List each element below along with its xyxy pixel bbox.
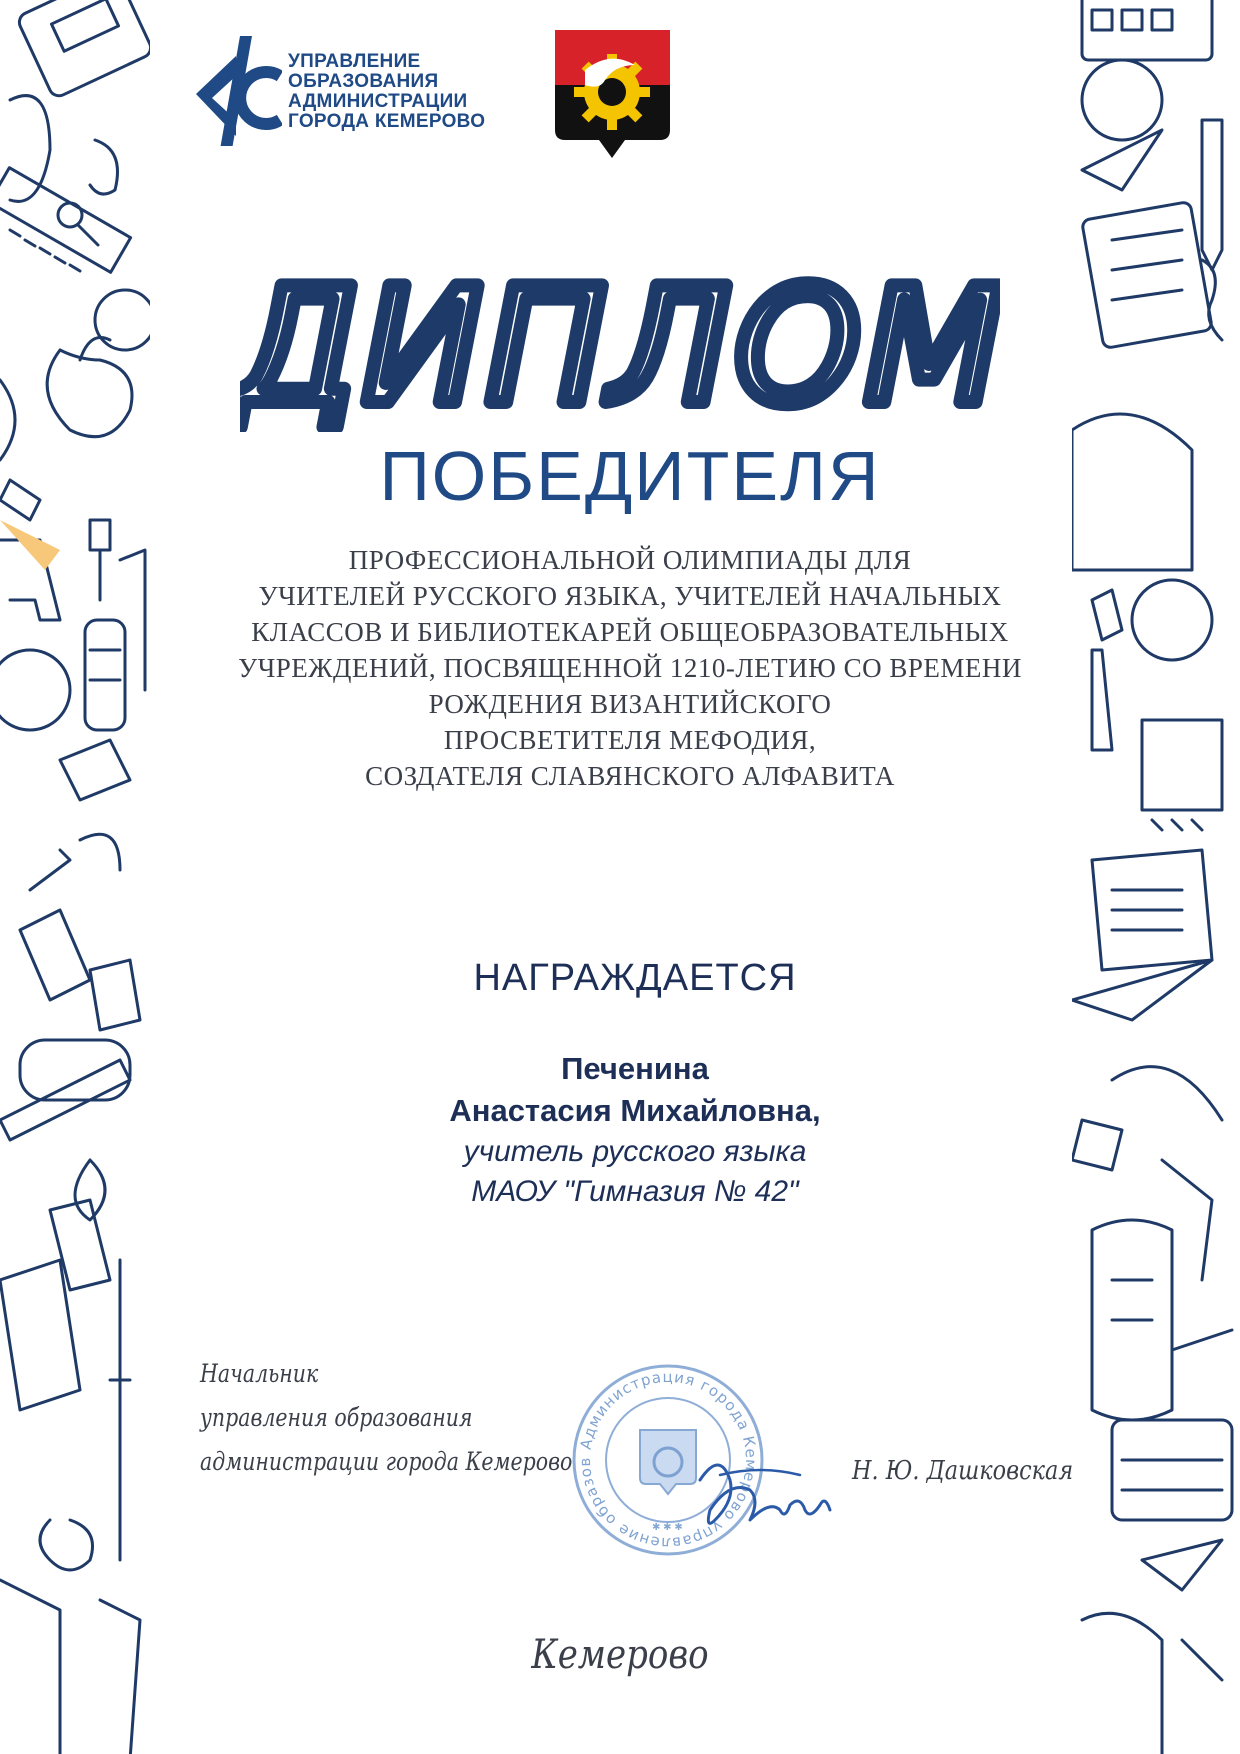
city-name: Кемерово [531,1632,709,1678]
organization-name-line4: ГОРОДА КЕМЕРОВО [288,111,486,132]
coat-of-arms-icon [555,30,670,158]
right-doodle-border [1072,0,1240,1754]
description-line: КЛАССОВ И БИБЛИОТЕКАРЕЙ ОБЩЕОБРАЗОВАТЕЛЬНЫХ [251,617,1009,647]
kemerovo-coat-of-arms [555,30,670,158]
signer-name: Н. Ю. Дашковская [852,1456,1074,1486]
school-doodles-left [0,0,150,1754]
diploma-title [240,262,1000,432]
svg-text:Администрация города Кемерово: Администрация города Кемерово управление образов [575,1367,761,1553]
organization-name-line1: УПРАВЛЕНИЕ [288,51,421,72]
diploma-title-text: ДИПЛОМ [240,262,1000,432]
diploma-title-lettering [240,262,1000,432]
awarded-label: НАГРАЖДАЕТСЯ [473,957,797,999]
description-line: ПРОСВЕТИТЕЛЯ МЕФОДИЯ, [443,725,817,755]
signature-scribble [690,1440,840,1530]
signer-title-line3: администрации города Кемерово [200,1447,573,1476]
recipient-position: учитель русского языка [463,1135,807,1168]
left-doodle-border [0,0,150,1754]
education-department-logo [196,32,496,152]
recipient-surname: Печенина [561,1051,709,1086]
description-line: СОЗДАТЕЛЯ СЛАВЯНСКОГО АЛФАВИТА [365,761,895,791]
organization-name [288,52,485,132]
recipient-block [250,1048,1020,1212]
signer-title-line2: управления образования [200,1403,473,1432]
organization-name-line3: АДМИНИСТРАЦИИ [288,91,468,112]
organization-name-line2: ОБРАЗОВАНИЯ [288,71,439,92]
recipient-school: МАОУ "Гимназия № 42" [471,1175,799,1208]
description-line: ПРОФЕССИОНАЛЬНОЙ ОЛИМПИАДЫ ДЛЯ [348,545,912,575]
description-line: УЧРЕЖДЕНИЙ, ПОСВЯЩЕННОЙ 1210-ЛЕТИЮ СО ВРЕМЕНИ [238,653,1022,683]
diploma-subtitle: ПОБЕДИТЕЛЯ [379,437,881,515]
education-department-icon [196,36,282,148]
handwritten-signature [690,1440,840,1530]
description-line: РОЖДЕНИЯ ВИЗАНТИЙСКОГО [428,689,832,719]
recipient-given-names: Анастасия Михайловна, [449,1093,821,1128]
svg-text:✱ ✱ ✱: ✱ ✱ ✱ [652,1522,683,1533]
school-doodles-right [1072,0,1240,1754]
olympiad-description [180,542,1080,794]
signer-title-line1: Начальник [200,1359,319,1388]
highlight-shape [0,520,60,570]
description-line: УЧИТЕЛЕЙ РУССКОГО ЯЗЫКА, УЧИТЕЛЕЙ НАЧАЛЬНЫХ [258,581,1002,611]
signer-title [200,1352,572,1484]
